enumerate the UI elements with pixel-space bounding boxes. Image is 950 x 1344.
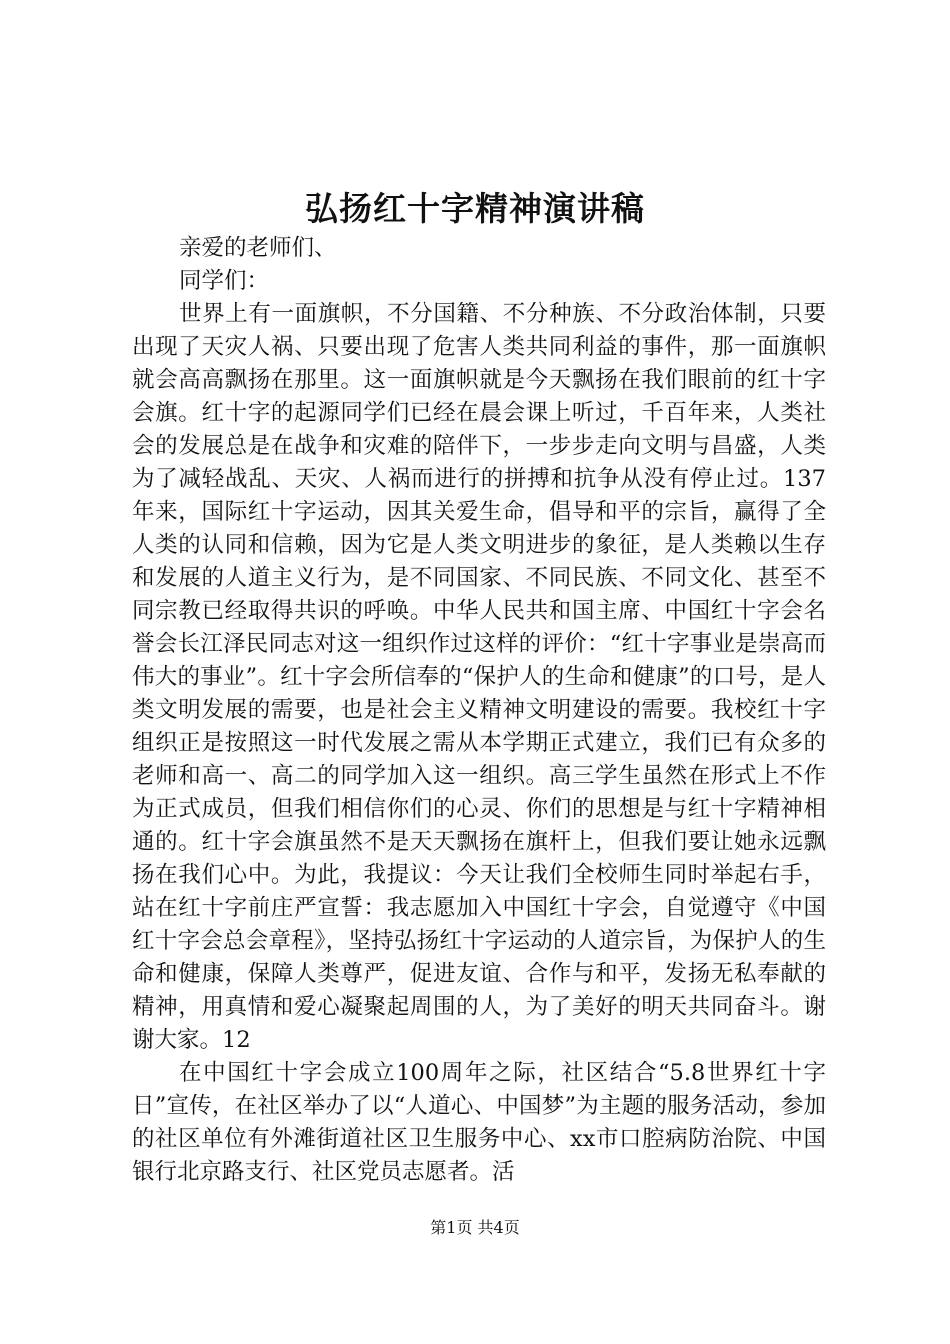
salutation-line-1: 亲爱的老师们、 (179, 235, 337, 261)
paragraph-2: 在中国红十字会成立100周年之际，社区结合“5.8世界红十字日”宣传，在社区举办了以“人道心、中国梦”为主题的服务活动，参加的社区单位有外滩街道社区卫生服务中心、xx市口腔病防治院、中国银行北京路支行、社区党员志愿者。活 (132, 1060, 826, 1185)
document-body (132, 232, 826, 1189)
paragraph-1: 世界上有一面旗帜，不分国籍、不分种族、不分政治体制，只要出现了天灾人祸、只要出现了危害人类共同利益的事件，那一面旗帜就会高高飘扬在那里。这一面旗帜就是今天飘扬在我们眼前的红十字会旗。红十字的起源同学们已经在晨会课上听过，千百年来，人类社会的发展总是在战争和灾难的陪伴下，一步步走向文明与昌盛，人类为了减轻战乱、天灾、人祸而进行的拼搏和抗争从没有停止过。137年来，国际红十字运动，因其关爱生命，倡导和平的宗旨，赢得了全人类的认同和信赖，因为它是人类文明进步的象征，是人类赖以生存和发展的人道主义行为，是不同国家、不同民族、不同文化、甚至不同宗教已经取得共识的呼唤。中华人民共和国主席、中国红十字会名誉会长江泽民同志对这一组织作过这样的评价：“红十字事业是崇高而伟大的事业”。红十字会所信奉的“保护人的生命和健康”的口号，是人类文明发展的需要，也是社会主义精神文明建设的需要。我校红十字组织正是按照这一时代发展之需从本学期正式建立，我们已有众多的老师和高一、高二的同学加入这一组织。高三学生虽然在形式上不作为正式成员，但我们相信你们的心灵、你们的思想是与红十字精神相通的。红十字会旗虽然不是天天飘扬在旗杆上，但我们要让她永远飘扬在我们心中。为此，我提议：今天让我们全校师生同时举起右手，站在红十字前庄严宣誓：我志愿加入中国红十字会，自觉遵守《中国红十字会总会章程》，坚持弘扬红十字运动的人道宗旨，为保护人的生命和健康，保障人类尊严，促进友谊、合作与和平，发扬无私奉献的精神，用真情和爱心凝聚起周围的人，为了美好的明天共同奋斗。谢谢大家。12 (132, 301, 826, 1053)
salutation-line-2: 同学们： (179, 268, 270, 294)
page-number-footer: 第1页 共4页 (430, 1218, 520, 1237)
document-title: 弘扬红十字精神演讲稿 (305, 189, 645, 228)
